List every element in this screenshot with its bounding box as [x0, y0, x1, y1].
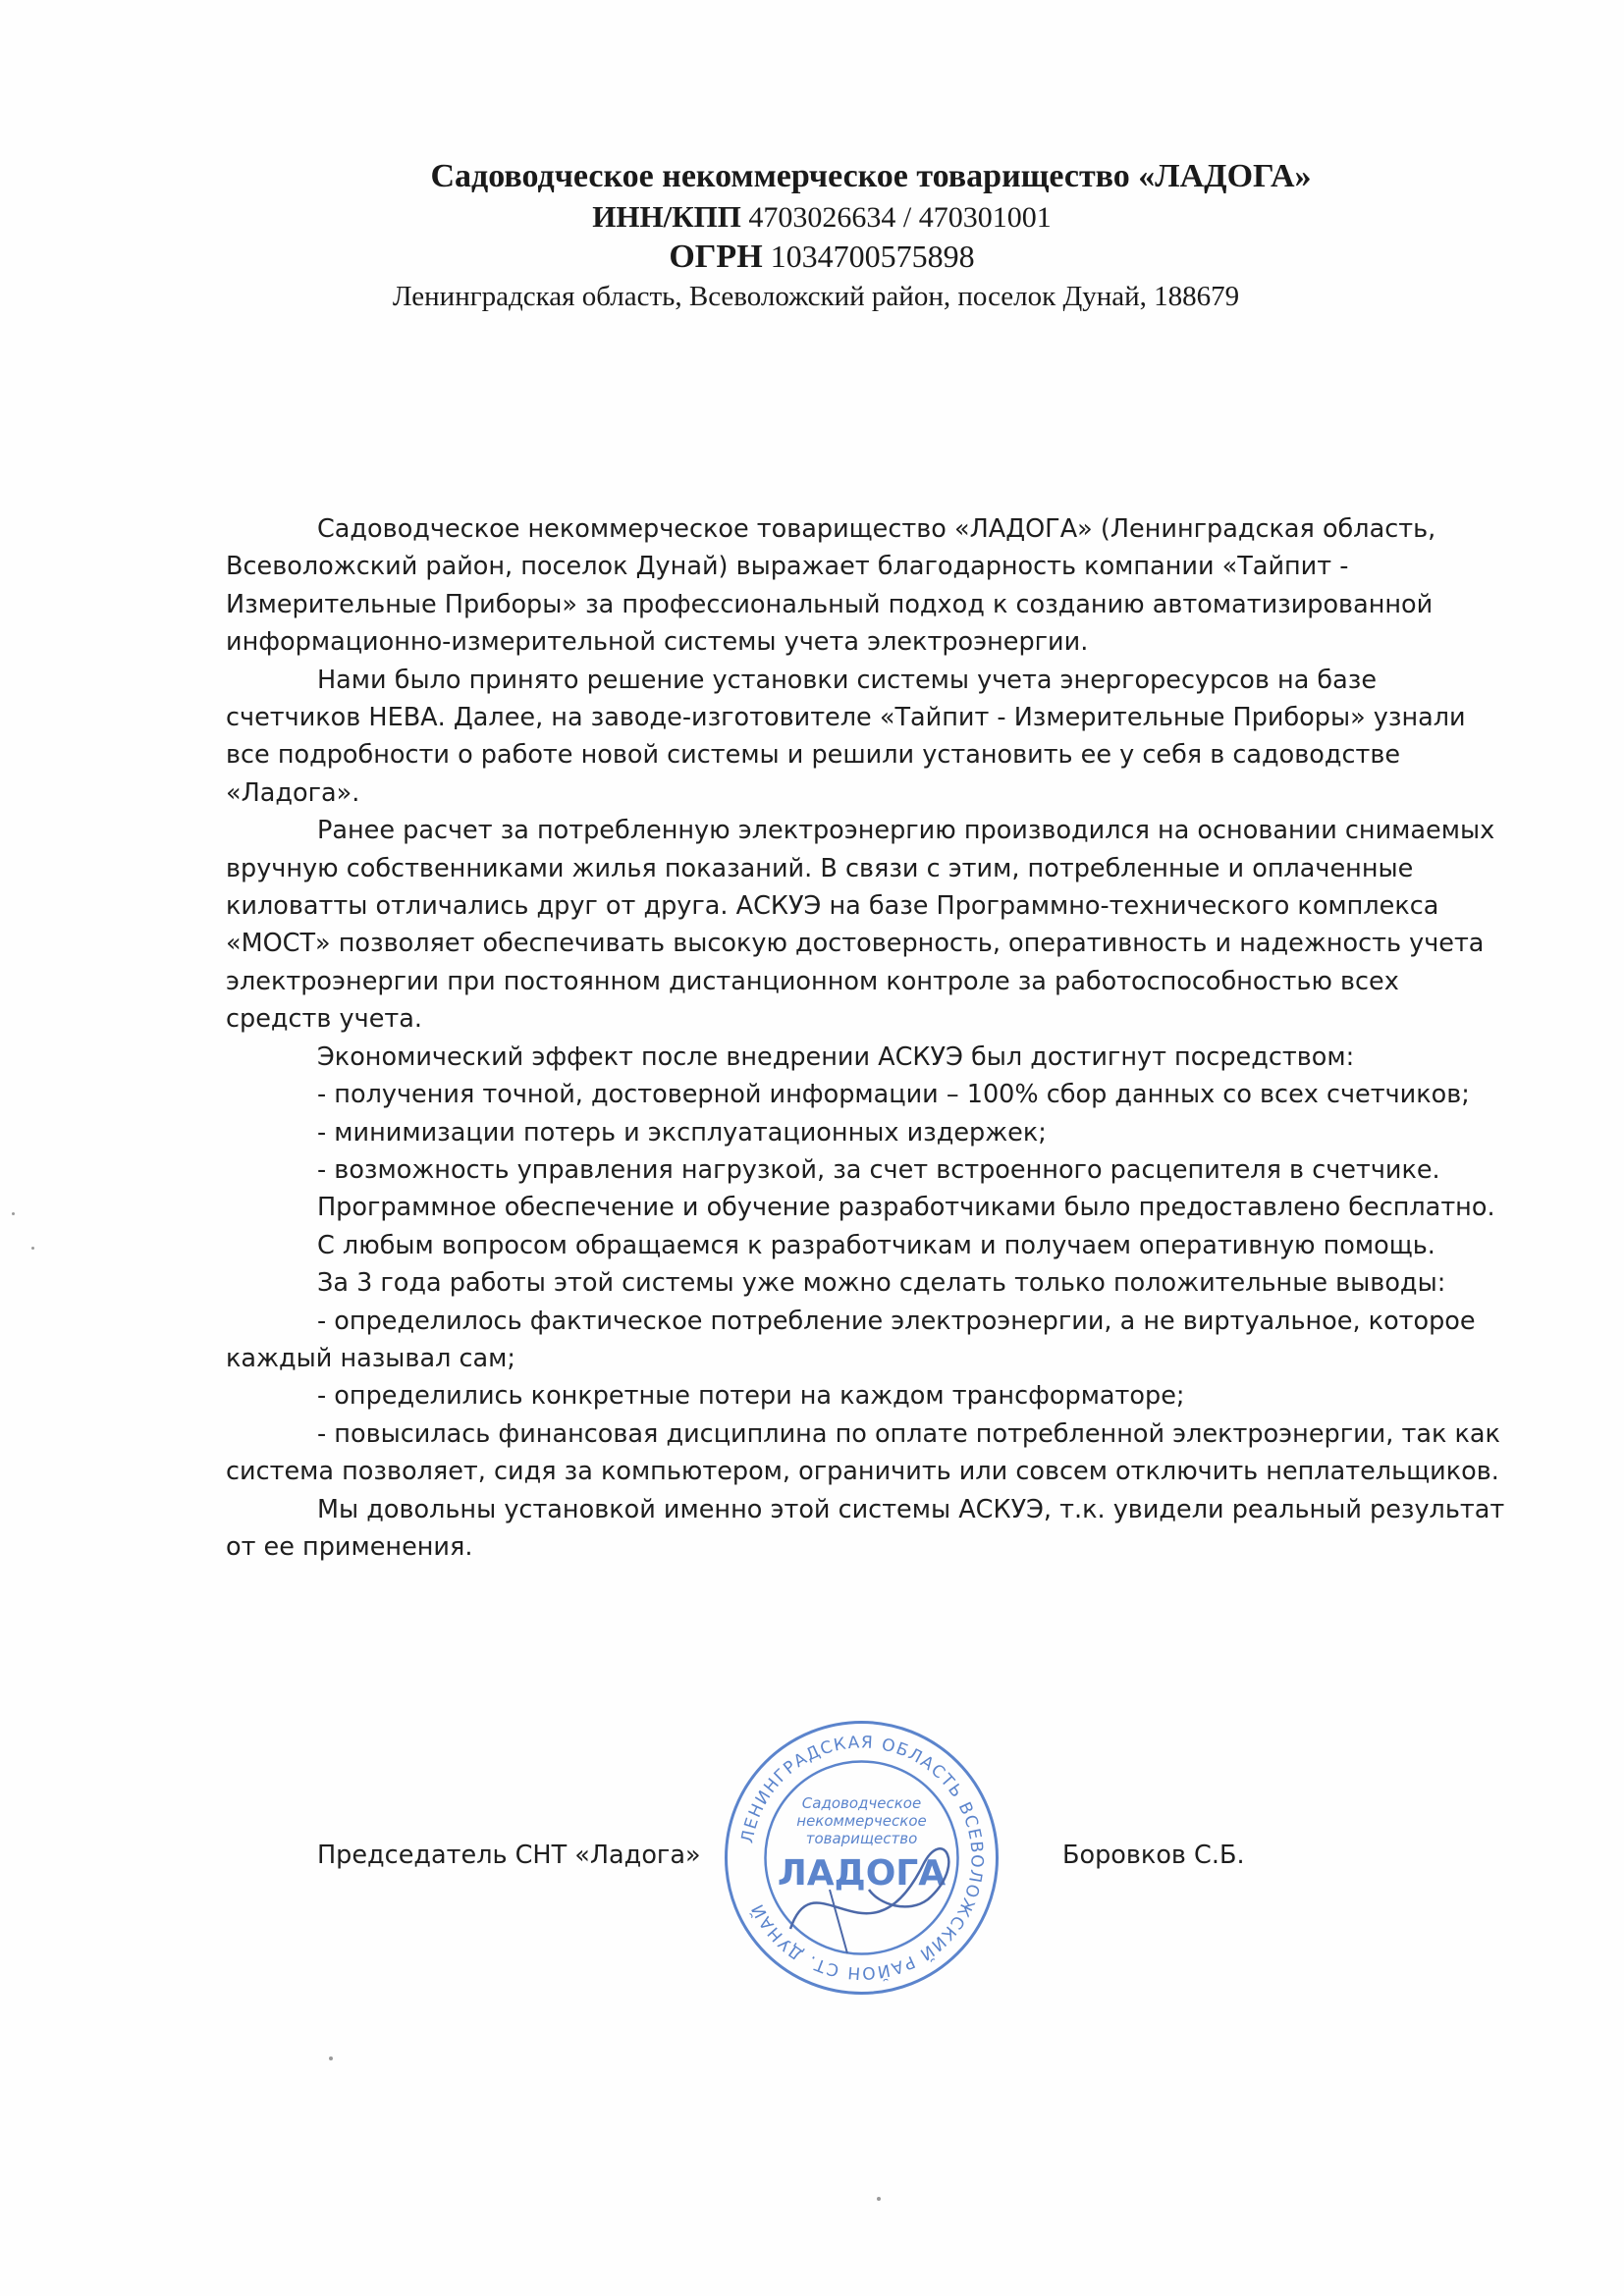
paragraph: Ранее расчет за потребленную электроэнергию производился на основании снимаемых вручную собственниками жилья показаний. В связи с этим, потребленные и оплаченные киловатты отличались друг от друга. АСКУЭ на базе Программно-технического комплекса «МОСТ» позволяет обеспечивать высокую достоверность, оперативность и надежность учета электроэнергии при постоянном дистанционном контроле за работоспособностью всех средств учета.: [226, 816, 1495, 1035]
paragraph: Садоводческое некоммерческое товарищество «ЛАДОГА» (Ленинградская область, Всеволожский район, поселок Дунай) выражает благодарность компании «Тайпит - Измерительные Приборы» за профессиональный подход к созданию автоматизированной информационно-измерительной системы учета электроэнергии.: [226, 514, 1436, 658]
scan-speck: [329, 2056, 333, 2060]
signatory-role: Председатель СНТ «Ладога»: [317, 1841, 701, 1870]
signature-stroke: [830, 1890, 847, 1953]
inn-kpp-value: 4703026634 / 470301001: [748, 201, 1052, 234]
stamp-inner-text-1: Садоводческое: [801, 1794, 922, 1812]
letter-body: [226, 510, 1507, 1566]
signatory-name: Боровков С.Б.: [1062, 1841, 1245, 1870]
ogrn-line: [0, 237, 1624, 277]
ogrn-label: ОГРН: [669, 239, 763, 275]
scan-speck: [31, 1247, 34, 1250]
address: Ленинградская область, Всеволожский район, поселок Дунай, 188679: [392, 281, 1240, 312]
bullet-item: - минимизации потерь и эксплуатационных издержек;: [317, 1117, 1047, 1148]
bullet-item: - получения точной, достоверной информации – 100% сбор данных со всех счетчиков;: [317, 1080, 1470, 1110]
organization-stamp: [722, 1718, 1001, 1998]
organization-name: Садоводческое некоммерческое товарищество «ЛАДОГА»: [430, 158, 1312, 194]
inn-kpp-label: ИНН/КПП: [592, 199, 741, 234]
stamp-inner-text-3: товарищество: [805, 1830, 918, 1847]
stamp-inner-text-2: некоммерческое: [796, 1812, 927, 1830]
scan-speck: [877, 2197, 881, 2201]
scan-speck: [12, 1212, 15, 1215]
bullet-item: - повысилась финансовая дисциплина по оплате потребленной электроэнергии, так как система позволяет, сидя за компьютером, ограничить или совсем отключить неплательщиков.: [226, 1418, 1500, 1487]
inn-kpp-line: [0, 198, 1624, 237]
paragraph: Мы довольны установкой именно этой системы АСКУЭ, т.к. увидели реальный результат от ее применения.: [226, 1494, 1505, 1562]
bullet-item: - определились конкретные потери на каждом трансформаторе;: [317, 1381, 1185, 1412]
stamp-center-text: ЛАДОГА: [777, 1853, 947, 1894]
ogrn-value: 1034700575898: [770, 239, 975, 274]
paragraph: Нами было принято решение установки системы учета энергоресурсов на базе счетчиков НЕВА. Далее, на заводе-изготовителе «Тайпит - Измерительные Приборы» узнали все подробности о работе новой системы и решили установить ее у себя в садоводстве «Ладога».: [226, 665, 1466, 808]
stamp-ring-text: ЛЕНИНГРАДСКАЯ ОБЛАСТЬ ВСЕВОЛОЖСКИЙ РАЙОН СТ. ДУНАЙ: [737, 1733, 987, 1983]
paragraph: Программное обеспечение и обучение разработчиками было предоставлено бесплатно.: [317, 1193, 1495, 1223]
paragraph: Экономический эффект после внедрении АСКУЭ был достигнут посредством:: [317, 1041, 1355, 1072]
bullet-item: - определилось фактическое потребление электроэнергии, а не виртуальное, которое каждый называл сам;: [226, 1306, 1476, 1373]
paragraph: За 3 года работы этой системы уже можно сделать только положительные выводы:: [317, 1268, 1446, 1299]
paragraph: С любым вопросом обращаемся к разработчикам и получаем оперативную помощь.: [317, 1230, 1435, 1260]
letterhead: [0, 155, 1624, 316]
bullet-item: - возможность управления нагрузкой, за счет встроенного расцепителя в счетчике.: [317, 1154, 1440, 1185]
